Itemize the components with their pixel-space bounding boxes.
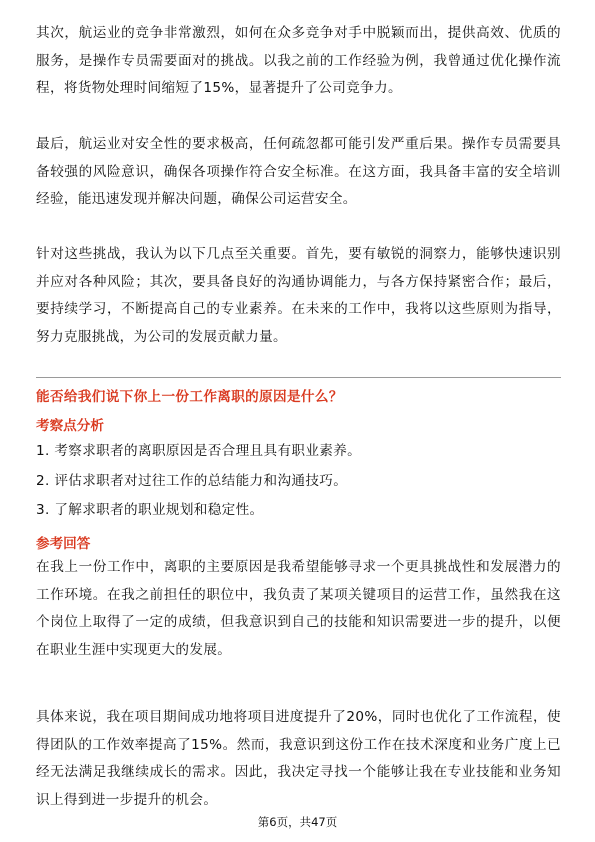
- analysis-item: 2. 评估求职者对过往工作的总结能力和沟通技巧。: [36, 473, 348, 489]
- answer-heading: 参考回答: [36, 536, 91, 552]
- analysis-item: 3. 了解求职者的职业规划和稳定性。: [36, 502, 264, 518]
- page-number: 第6页，共47页: [257, 815, 338, 829]
- interview-question: 能否给我们说下你上一份工作离职的原因是什么？: [36, 389, 343, 405]
- paragraph-competition: 其次，航运业的竞争非常激烈，如何在众多竞争对手中脱颖而出，提供高效、优质的服务，是操作专员需要面对的挑战。以我之前的工作经验为例，我曾通过优化操作流程，将货物处理时间缩短了15%，显著提升了公司竞争力。: [36, 25, 561, 96]
- answer-paragraph: 在我上一份工作中，离职的主要原因是我希望能够寻求一个更具挑战性和发展潜力的工作环境。在我之前担任的职位中，我负责了某项关键项目的运营工作，虽然我在这个岗位上取得了一定的成绩，但我意识到自己的技能和知识需要进一步的提升，以便在职业生涯中实现更大的发展。: [36, 559, 561, 658]
- analysis-heading: 考察点分析: [36, 418, 104, 434]
- analysis-item: 1. 考察求职者的离职原因是否合理且具有职业素养。: [36, 443, 362, 459]
- paragraph-key-points: 针对这些挑战，我认为以下几点至关重要。首先，要有敏锐的洞察力，能够快速识别并应对各种风险；其次，要具备良好的沟通协调能力，与各方保持紧密合作；最后，要持续学习，不断提高自己的专业素养。在未来的工作中，我将以这些原则为指导，努力克服挑战，为公司的发展贡献力量。: [36, 246, 561, 345]
- answer-paragraph: 具体来说，我在项目期间成功地将项目进度提升了20%，同时也优化了工作流程，使得团队的工作效率提高了15%。然而，我意识到这份工作在技术深度和业务广度上已经无法满足我继续成长的需求。因此，我决定寻找一个能够让我在专业技能和业务知识上得到进一步提升的机会。: [36, 709, 561, 808]
- section-divider: [36, 377, 561, 378]
- paragraph-safety: 最后，航运业对安全性的要求极高，任何疏忽都可能引发严重后果。操作专员需要具备较强的风险意识，确保各项操作符合安全标准。在这方面，我具备丰富的安全培训经验，能迅速发现并解决问题，确保公司运营安全。: [36, 136, 561, 207]
